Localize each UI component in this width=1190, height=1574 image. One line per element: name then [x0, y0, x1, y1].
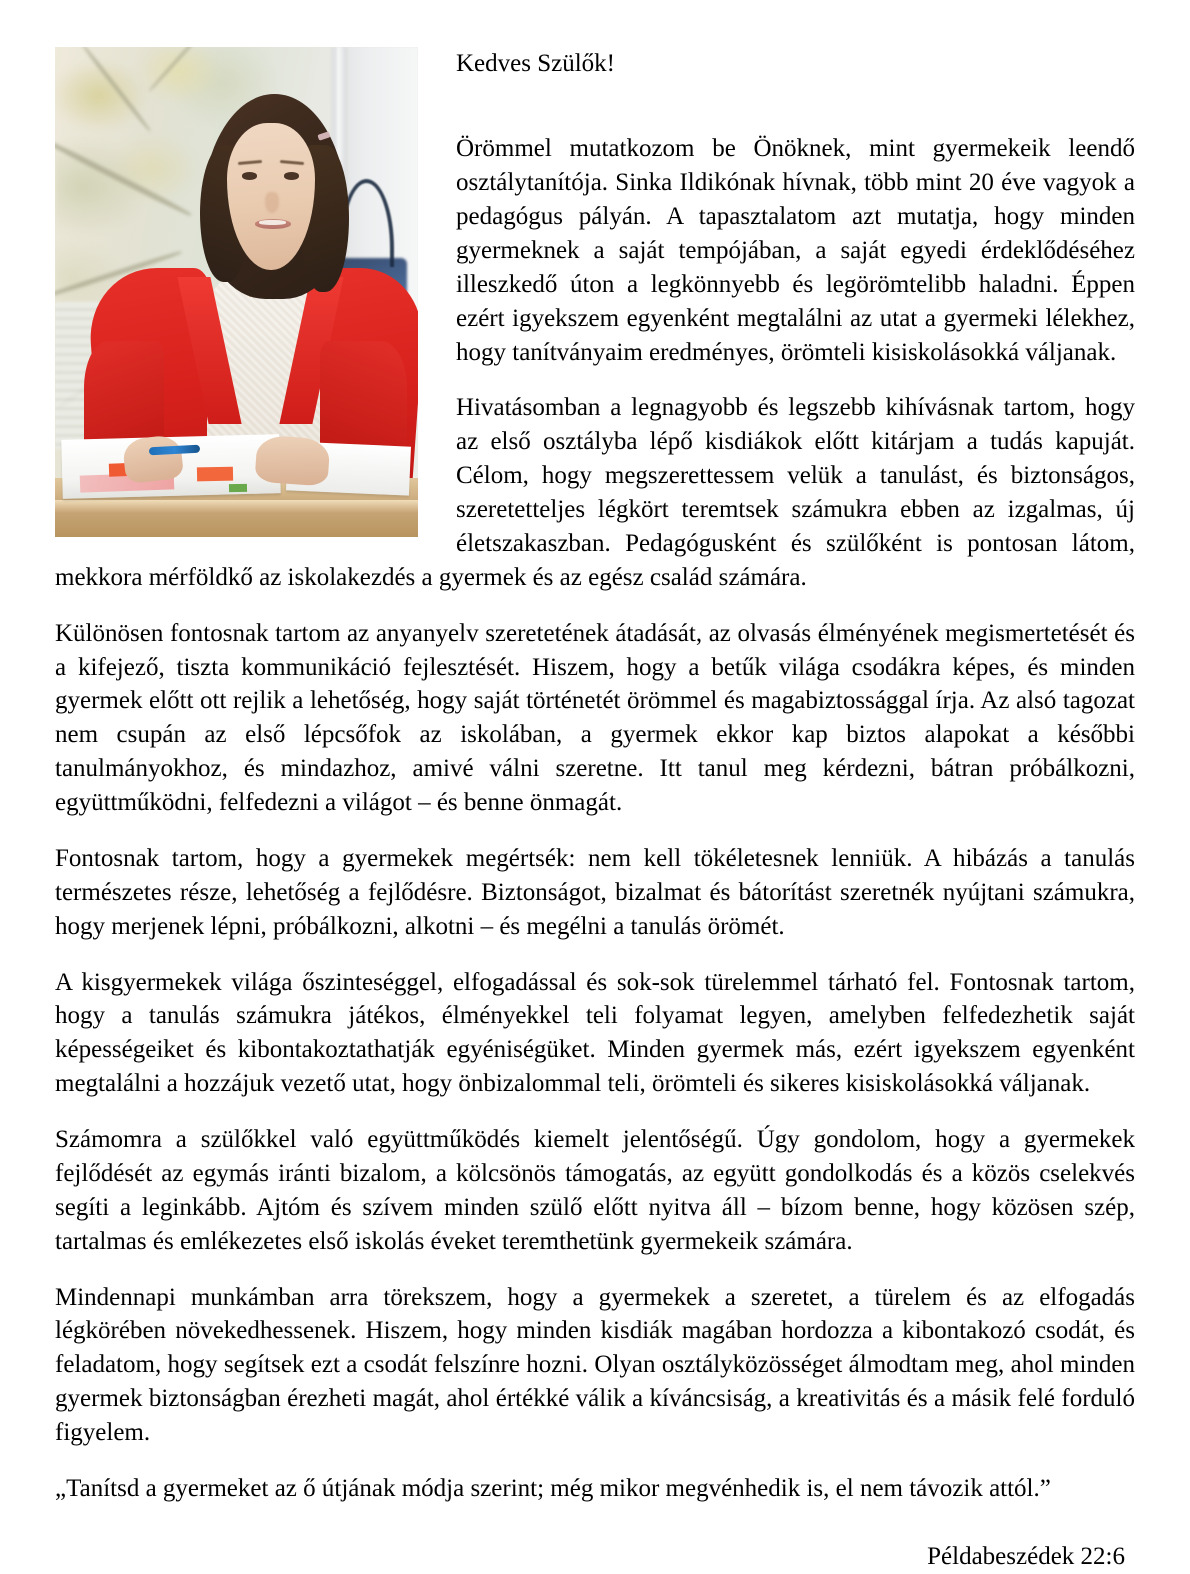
teacher-photo [55, 47, 418, 537]
photo-canvas [55, 47, 418, 537]
green-tab [229, 484, 247, 492]
paragraph-2: Hivatásomban a legnagyobb és legszebb kihívásnak tartom, hogy az első osztályba lépő kisdiákok előtt kitárjam a tudás kapuját. Célom, hogy megszerettessem velük a tanulást, és biztonságos, szeretetteljes légkört teremtsek számukra ebben az izgalmas, új életszakaszban. Pedagógusként és szülőként is pontosan látom, mekkora mérföldkő az iskolakezdés a gyermek és az egész család számára. [55, 394, 1135, 591]
paragraph-5: A kisgyermekek világa őszinteséggel, elfogadással és sok-sok türelemmel tárható fel. Fontosnak tartom, hogy a tanulás számukra játékos, élményekkel teli folyamat legyen, amelyben felfedezhetik saját képességeiket és kibontakoztathatják egyéniségüket. Minden gyermek más, ezért igyekszem egyenként megtalálni a hozzájuk vezető utat, hogy önbizalommal teli, örömteli és sikeres kisiskolásokká váljanak. [55, 968, 1135, 1098]
paragraph-6: Számomra a szülőkkel való együttműködés kiemelt jelentőségű. Úgy gondolom, hogy a gyermekek fejlődését az egymás iránti bizalom, a kölcsönös támogatás, az együtt gondolkodás és a közös cselekvés segíti a leginkább. Ajtóm és szívem minden szülő előtt nyitva áll – bízom benne, hogy közösen szép, tartalmas és emlékezetes első iskolás éveket teremthetünk gyermekeik számára. [55, 1126, 1135, 1255]
sticky-note [196, 467, 233, 481]
eye-right [284, 172, 299, 179]
desk-edge [55, 500, 418, 513]
scripture-quote: „Tanítsd a gyermeket az ő útjának módja szerint; még mikor megvénhedik is, el nem távozik attól.” [55, 1474, 1051, 1502]
eye-left [242, 172, 257, 179]
paragraph-1: Örömmel mutatkozom be Önöknek, mint gyermekeik leendő osztálytanítója. Sinka Ildikónak hívnak, több mint 20 éve vagyok a pedagógus pályán. A tapasztalatom azt mutatja, hogy minden gyermeknek a saját tempójában, a saját egyedi érdeklődéséhez illeszkedő úton a legkönnyebb és legörömtelibb haladni. Éppen ezért igyekszem egyenként megtalálni az utat a gyermeki lélekhez, hogy tanítványaim eredményes, örömteli kisiskolásokká váljanak. [456, 135, 1135, 366]
paragraph-7: Mindennapi munkámban arra törekszem, hogy a gyermekek a szeretet, a türelem és az elfogadás légkörében növekedhessenek. Hiszem, hogy minden kisdiák magában hordozza a kibontakozó csodát, és feladatom, hogy segítsek ezt a csodát felszínre hozni. Olyan osztályközösséget álmodtam meg, ahol minden gyermek biztonságban érezheti magát, ahol értékké válik a kíváncsiság, a kreativitás és a másik felé forduló figyelem. [55, 1283, 1135, 1446]
paragraph-3: Különösen fontosnak tartom az anyanyelv szeretetének átadását, az olvasás élményének megismertetését és a kifejező, tiszta kommunikáció fejlesztését. Hiszem, hogy a betűk világa csodákra képes, és minden gyermek előtt ott rejlik a lehetőség, hogy saját történetét örömmel és magabiztossággal írja. Az alsó tagozat nem csupán az első lépcsőfok az iskolában, a gyermek ekkor kap biztos alapokat a későbbi tanulmányokhoz, és mindazhoz, amivé válni szeretne. Itt tanul meg kérdezni, bátran próbálkozni, együttműködni, felfedezni a világot – és benne önmagát. [55, 619, 1135, 816]
greeting-line: Kedves Szülők! [456, 50, 615, 77]
scripture-citation: Példabeszédek 22:6 [927, 1542, 1125, 1570]
paragraph-4: Fontosnak tartom, hogy a gyermekek megértsék: nem kell tökéletesnek lenniük. A hibázás a tanulás természetes része, lehetőség a fejlődésre. Biztonságot, bizalmat és bátorítást szeretnék nyújtani számukra, hogy merjenek lépni, próbálkozni, alkotni – és megélni a tanulás örömét. [55, 844, 1135, 940]
